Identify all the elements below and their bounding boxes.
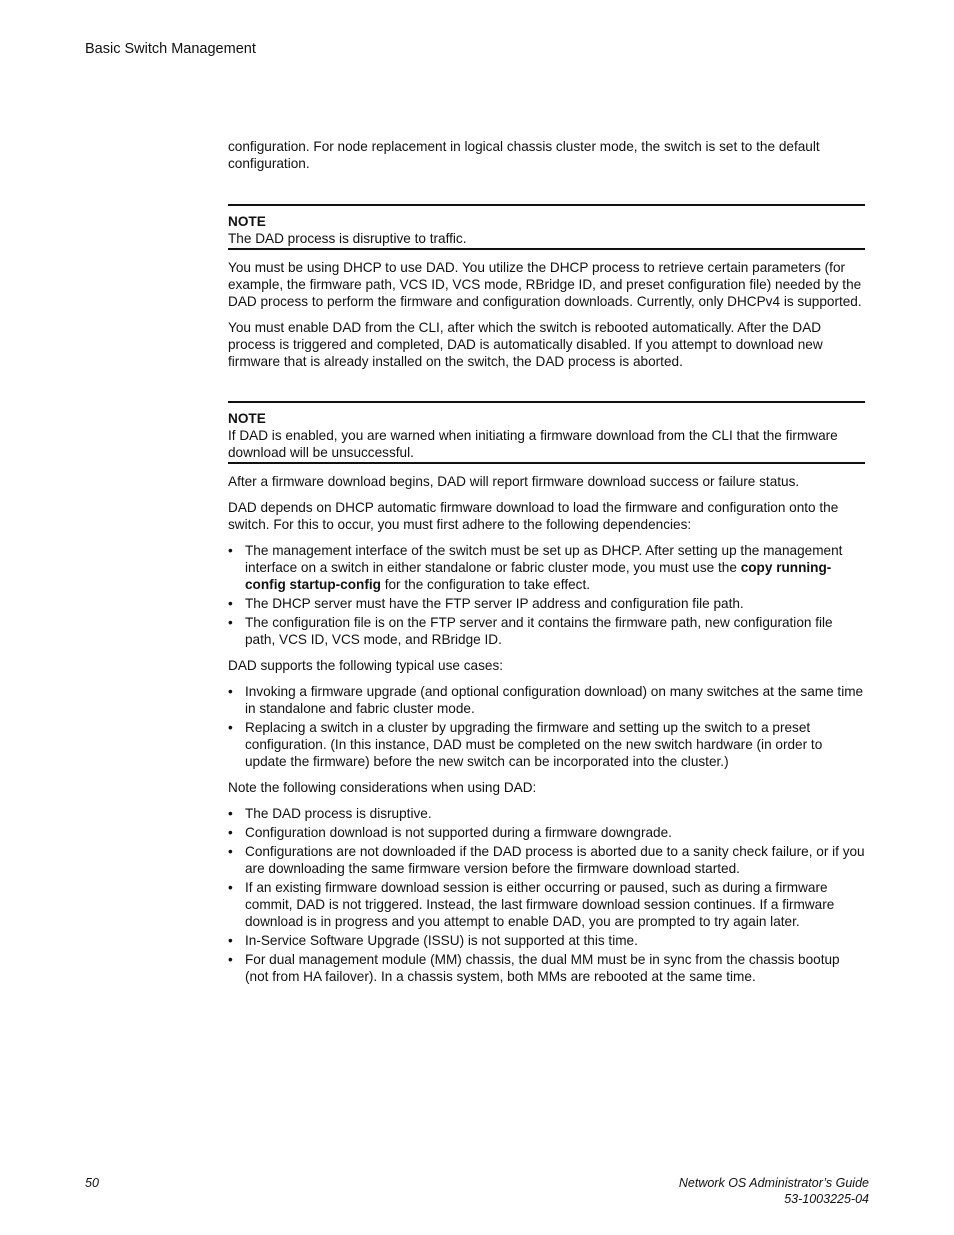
page-body — [228, 138, 865, 985]
footer-doc-info — [679, 1175, 869, 1207]
list-item: • The configuration file is on the FTP server and it contains the firmware path, new configuration file path, VCS ID, VCS mode, and RBridge ID. — [228, 614, 865, 648]
list-item: • Configurations are not downloaded if the DAD process is aborted due to a sanity check failure, or if you are downloading the same firmware version before the firmware download started. — [228, 843, 865, 877]
list-item: • The DHCP server must have the FTP server IP address and configuration file path. — [228, 595, 865, 612]
considerations-list — [228, 805, 865, 985]
paragraph-download-status: After a firmware download begins, DAD will report firmware download success or failure status. — [228, 474, 800, 489]
note-text: The DAD process is disruptive to traffic. — [228, 231, 467, 246]
doc-number: 53-1003225-04 — [784, 1192, 869, 1206]
paragraph-use-cases-intro: DAD supports the following typical use cases: — [228, 658, 504, 673]
paragraph-dhcp-requirement: You must be using DHCP to use DAD. You utilize the DHCP process to retrieve certain parameters (for example, the firmware path, VCS ID, VCS mode, RBridge ID, and preset configuration file) needed by the DAD process to perform the firmware and configuration downloads. Currently, only DHCPv4 is supported. — [228, 260, 862, 309]
paragraph-dependencies-intro: DAD depends on DHCP automatic firmware download to load the firmware and configuration onto the switch. For this to occur, you must first adhere to the following dependencies: — [228, 500, 839, 532]
note-box-cli-warning — [228, 401, 865, 464]
note-box-disruptive — [228, 204, 865, 250]
running-header: Basic Switch Management — [85, 41, 256, 57]
note-label: NOTE — [228, 411, 266, 426]
intro-paragraph: configuration. For node replacement in logical chassis cluster mode, the switch is set to the default configuration. — [228, 139, 820, 171]
note-label: NOTE — [228, 214, 266, 229]
list-item: • The DAD process is disruptive. — [228, 805, 865, 822]
use-cases-list — [228, 683, 865, 770]
list-item: • Configuration download is not supported during a firmware downgrade. — [228, 824, 865, 841]
doc-title: Network OS Administrator’s Guide — [678, 1176, 869, 1190]
list-item: • The management interface of the switch must be set up as DHCP. After setting up the management interface on a switch in either standalone or fabric cluster mode, you must use the copy running-config startup-config for the configuration to take effect. — [228, 542, 865, 593]
list-item: • Invoking a firmware upgrade (and optional configuration download) on many switches at the same time in standalone and fabric cluster mode. — [228, 683, 865, 717]
list-item: • For dual management module (MM) chassis, the dual MM must be in sync from the chassis bootup (not from HA failover). In a chassis system, both MMs are rebooted at the same time. — [228, 951, 865, 985]
command-text: copy running-config startup-config — [245, 560, 832, 592]
page-number: 50 — [85, 1176, 99, 1190]
list-item: • If an existing firmware download session is either occurring or paused, such as during a firmware commit, DAD is not triggered. Instead, the last firmware download session continues. If a firmware download is in progress and you attempt to enable DAD, you are prompted to try again later. — [228, 879, 865, 930]
list-item: • Replacing a switch in a cluster by upgrading the firmware and setting up the switch to a preset configuration. (In this instance, DAD must be completed on the new switch hardware (in order to update the firmware) before the new switch can be incorporated into the cluster.) — [228, 719, 865, 770]
paragraph-considerations-intro: Note the following considerations when using DAD: — [228, 780, 537, 795]
paragraph-enable-dad: You must enable DAD from the CLI, after which the switch is rebooted automatically. After the DAD process is triggered and completed, DAD is automatically disabled. If you attempt to download new firmware that is already installed on the switch, the DAD process is aborted. — [228, 320, 823, 369]
dependencies-list — [228, 542, 865, 648]
note-text: If DAD is enabled, you are warned when initiating a firmware download from the CLI that the firmware download will be unsuccessful. — [228, 428, 838, 460]
list-item: • In-Service Software Upgrade (ISSU) is not supported at this time. — [228, 932, 865, 949]
